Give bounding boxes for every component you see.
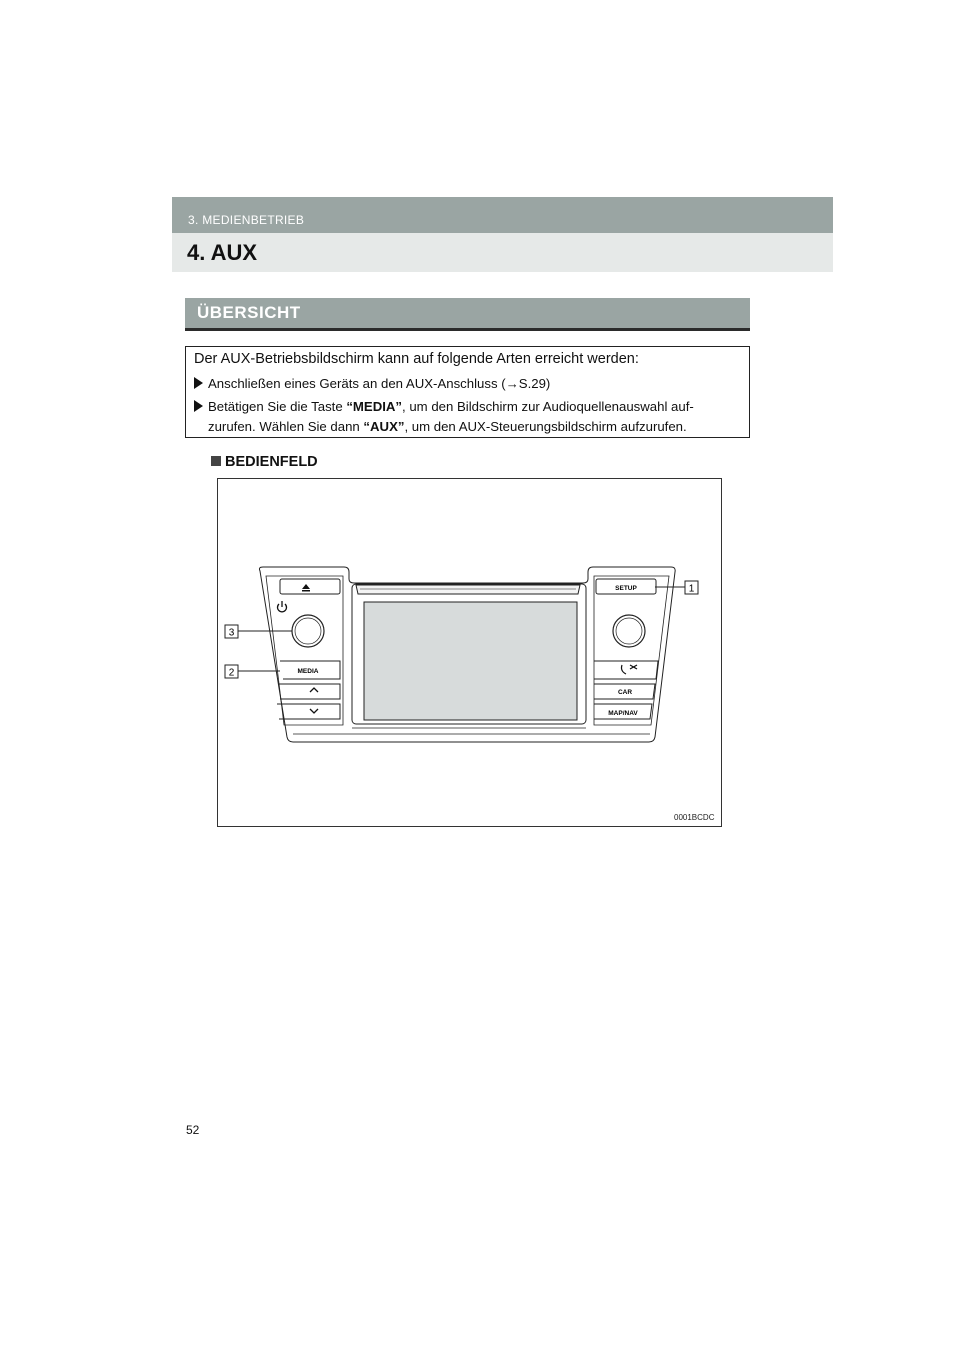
square-bullet-icon bbox=[211, 456, 221, 466]
panel-subheading-text: BEDIENFELD bbox=[225, 454, 318, 470]
bullet-text: , um den AUX-Steuerungsbildschirm aufzurufen. bbox=[404, 419, 687, 434]
panel-figure bbox=[217, 478, 722, 827]
power-icon bbox=[278, 601, 287, 612]
chapter-label: 3. MEDIENBETRIEB bbox=[188, 213, 305, 227]
aux-keyword: “AUX” bbox=[363, 419, 405, 434]
section-title: 4. AUX bbox=[187, 240, 258, 265]
callout-1: 1 bbox=[688, 583, 695, 595]
overview-heading: ÜBERSICHT bbox=[197, 303, 301, 322]
callout-2: 2 bbox=[228, 667, 235, 679]
bullet-text: , um den Bildschirm zur Audioquellenauswahl auf- bbox=[402, 399, 694, 414]
bullet-text: Betätigen Sie die Taste bbox=[208, 399, 347, 414]
head-unit-illustration bbox=[218, 479, 721, 826]
page-number: 52 bbox=[186, 1123, 200, 1137]
overview-heading-bar bbox=[185, 298, 750, 331]
chapter-header bbox=[172, 197, 833, 233]
eject-icon bbox=[302, 584, 310, 592]
bullet-arrow-icon bbox=[194, 377, 203, 389]
setup-label: SETUP bbox=[615, 585, 637, 592]
bullet-text: Anschließen eines Geräts an den AUX-Anschluss (→S.29) bbox=[208, 376, 551, 391]
car-label: CAR bbox=[617, 689, 633, 696]
figure-code: 0001BCDC bbox=[674, 813, 715, 822]
bullet-arrow-icon bbox=[194, 400, 203, 412]
overview-intro: Der AUX-Betriebsbildschirm kann auf folgende Arten erreicht werden: bbox=[194, 351, 639, 367]
mapnav-label: MAP/NAV bbox=[608, 710, 638, 717]
bullet-media-button bbox=[194, 397, 739, 437]
media-keyword: “MEDIA” bbox=[346, 399, 403, 414]
section-header bbox=[172, 233, 833, 272]
media-label: MEDIA bbox=[297, 668, 319, 675]
phone-icon bbox=[622, 665, 638, 674]
bullet-aux-port bbox=[194, 374, 739, 394]
overview-box bbox=[185, 346, 750, 438]
up-chevron-icon bbox=[310, 688, 318, 692]
down-chevron-icon bbox=[310, 709, 318, 713]
callout-3: 3 bbox=[228, 627, 235, 639]
display-screen bbox=[364, 602, 577, 720]
bullet-text: zurufen. Wählen Sie dann bbox=[208, 419, 364, 434]
panel-subheading bbox=[211, 454, 318, 470]
